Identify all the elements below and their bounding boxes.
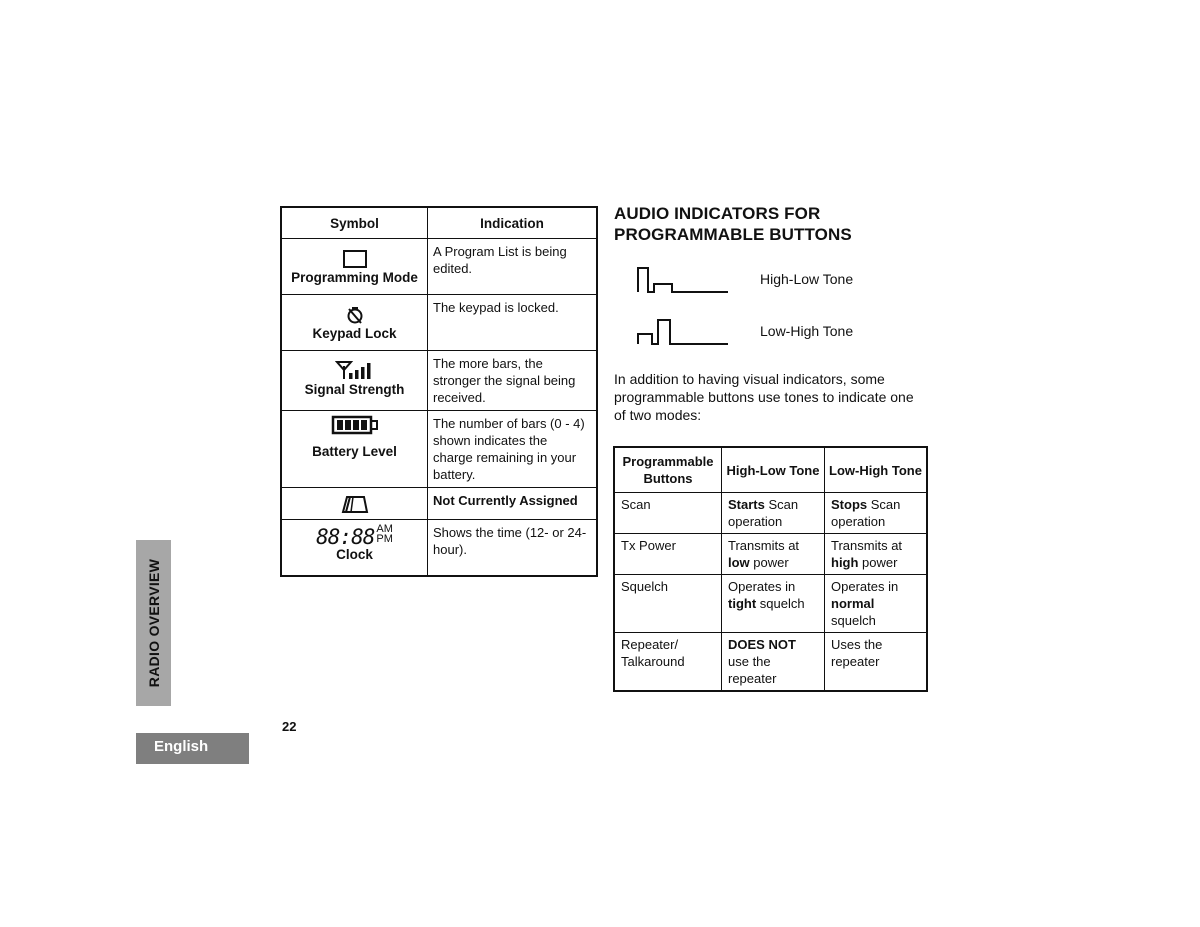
button-name: Scan bbox=[614, 493, 722, 534]
high-low-cell: Operates in tight squelch bbox=[722, 575, 825, 633]
table-row bbox=[281, 295, 597, 351]
table-row bbox=[281, 411, 597, 488]
symbol-header: Symbol bbox=[281, 207, 428, 239]
high-low-cell: DOES NOT use the repeater bbox=[722, 633, 825, 692]
intro-paragraph: In addition to having visual indicators, some programmable buttons use tones to indicate one of two modes: bbox=[614, 371, 914, 423]
page-number: 22 bbox=[282, 719, 297, 734]
heading-line: AUDIO INDICATORS FOR bbox=[614, 204, 821, 223]
low-high-cell: Operates in normal squelch bbox=[825, 575, 928, 633]
clock-digits: 88:88 bbox=[316, 525, 375, 549]
button-name: Repeater/ Talkaround bbox=[614, 633, 722, 692]
section-side-tab bbox=[136, 540, 171, 706]
language-tab: English bbox=[136, 733, 249, 764]
am-label: AM bbox=[376, 523, 393, 535]
low-high-tone-icon bbox=[636, 316, 730, 349]
low-high-header: Low-High Tone bbox=[825, 447, 928, 493]
indication-text: Shows the time (12- or 24-hour). bbox=[428, 520, 598, 576]
high-low-cell: Starts Scan operation bbox=[722, 493, 825, 534]
indication-text: The number of bars (0 - 4) shown indicates the charge remaining in your battery. bbox=[428, 411, 598, 488]
high-low-tone-icon bbox=[636, 264, 730, 297]
symbol-label: Signal Strength bbox=[304, 382, 405, 397]
table-row bbox=[614, 534, 927, 575]
button-name: Tx Power bbox=[614, 534, 722, 575]
unassigned-icon bbox=[282, 492, 427, 514]
table-row bbox=[281, 351, 597, 411]
programming-mode-icon bbox=[282, 243, 427, 269]
symbol-label: Keypad Lock bbox=[312, 326, 397, 341]
high-low-cell: Transmits at low power bbox=[722, 534, 825, 575]
table-row bbox=[281, 520, 597, 576]
symbol-label: Programming Mode bbox=[291, 270, 418, 285]
tone-label: High-Low Tone bbox=[760, 271, 854, 287]
table-row bbox=[281, 488, 597, 520]
table-row bbox=[614, 575, 927, 633]
heading-line: PROGRAMMABLE BUTTONS bbox=[614, 225, 852, 244]
indication-text: The keypad is locked. bbox=[428, 295, 598, 351]
low-high-cell: Uses the repeater bbox=[825, 633, 928, 692]
section-heading bbox=[614, 203, 934, 245]
keypad-lock-icon bbox=[282, 299, 427, 325]
signal-strength-icon bbox=[282, 355, 427, 381]
low-high-cell: Stops Scan operation bbox=[825, 493, 928, 534]
pm-label: PM bbox=[376, 533, 393, 545]
section-tab-label: RADIO OVERVIEW bbox=[145, 558, 162, 688]
indication-text: A Program List is being edited. bbox=[428, 239, 598, 295]
indication-text: The more bars, the stronger the signal being received. bbox=[428, 351, 598, 411]
indication-text: Not Currently Assigned bbox=[428, 488, 598, 520]
low-high-cell: Transmits at high power bbox=[825, 534, 928, 575]
symbol-label: Battery Level bbox=[312, 444, 397, 459]
battery-level-icon bbox=[282, 413, 427, 435]
buttons-header: Programmable Buttons bbox=[614, 447, 722, 493]
tone-label: Low-High Tone bbox=[760, 323, 854, 339]
button-name: Squelch bbox=[614, 575, 722, 633]
table-row bbox=[614, 493, 927, 534]
clock-display-icon bbox=[282, 523, 427, 549]
high-low-header: High-Low Tone bbox=[722, 447, 825, 493]
table-row bbox=[281, 239, 597, 295]
programmable-buttons-table bbox=[613, 446, 928, 692]
symbol-table bbox=[280, 206, 598, 577]
table-row bbox=[614, 633, 927, 692]
indication-header: Indication bbox=[428, 207, 598, 239]
symbol-label: Clock bbox=[336, 547, 373, 562]
